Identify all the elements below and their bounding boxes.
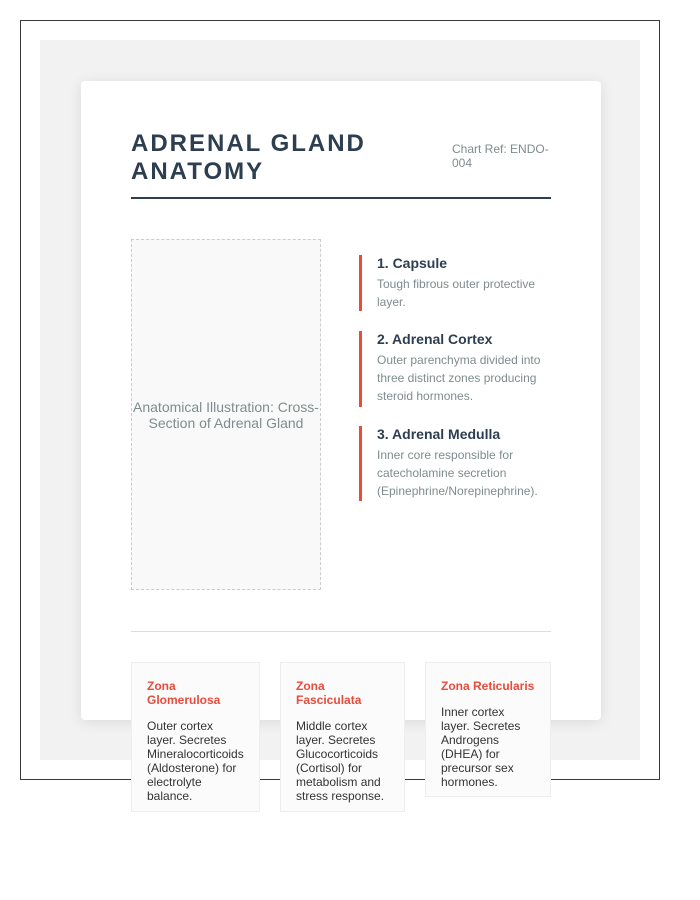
page-title: ADRENAL GLAND ANATOMY — [131, 130, 366, 185]
part-capsule — [359, 255, 555, 311]
zone-card-glomerulosa — [131, 662, 260, 812]
zone-description: Middle cortex layer. Secretes Glucocorticoids (Cortisol) for metabolism and stress response. — [296, 719, 385, 803]
zone-title: Zona Reticularis — [441, 679, 535, 693]
part-description: Outer parenchyma divided into three distinct zones producing steroid hormones. — [377, 353, 541, 403]
part-title: 3. Adrenal Medulla — [377, 426, 501, 442]
section-divider — [131, 631, 551, 632]
zone-description: Inner cortex layer. Secretes Androgens (DHEA) for precursor sex hormones. — [441, 705, 521, 789]
part-adrenal-medulla — [359, 426, 555, 501]
illustration-placeholder — [131, 239, 321, 590]
part-title: 1. Capsule — [377, 255, 448, 271]
zone-description: Outer cortex layer. Secretes Mineralocorticoids (Aldosterone) for electrolyte balance. — [147, 719, 244, 803]
zone-card-reticularis — [425, 662, 551, 797]
part-adrenal-cortex — [359, 331, 555, 407]
zone-card-fasciculata — [280, 662, 405, 812]
zone-title: Zona Fasciculata — [296, 679, 362, 707]
part-title: 2. Adrenal Cortex — [377, 331, 493, 347]
part-description: Tough fibrous outer protective layer. — [377, 277, 536, 309]
part-description: Inner core responsible for catecholamine secretion (Epinephrine/Norepinephrine). — [377, 448, 538, 498]
header-divider — [131, 197, 551, 199]
chart-reference: Chart Ref: ENDO-004 — [452, 142, 549, 170]
illustration-caption: Anatomical Illustration: Cross-Section of Adrenal Gland — [133, 398, 319, 431]
zone-title: Zona Glomerulosa — [147, 679, 221, 707]
